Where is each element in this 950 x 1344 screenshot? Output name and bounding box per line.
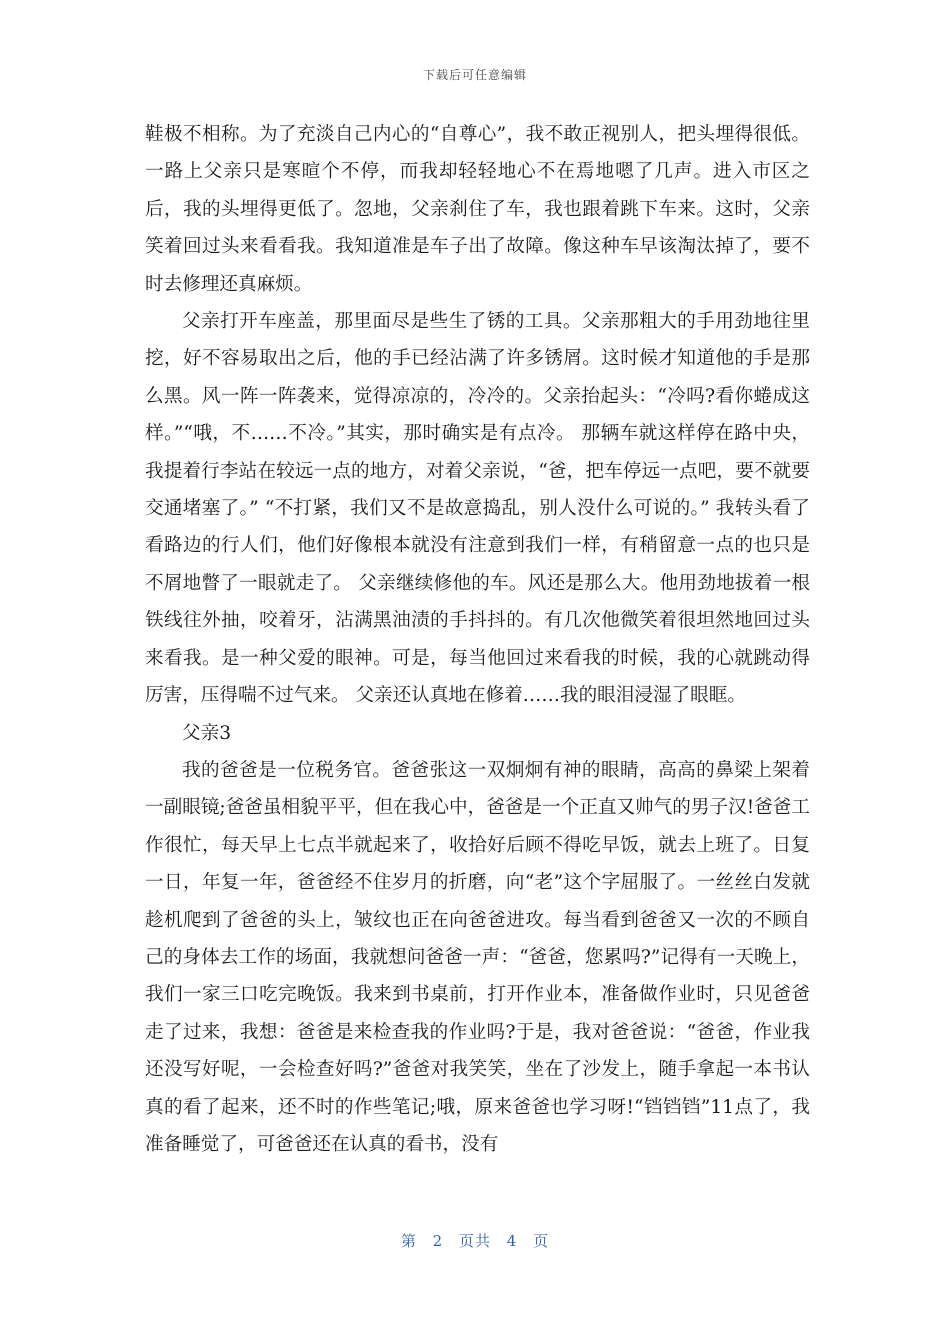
- paragraph-3: 我的爸爸是一位税务官。爸爸张这一双炯炯有神的眼睛，高高的鼻梁上架着一副眼镜;爸爸虽相貌平平，但在我心中，爸爸是一个正直又帅气的男子汉!爸爸工作很忙，每天早上七点半就起来了，收拾好后顾不得吃早饭，就去上班了。日复一日，年复一年，爸爸经不住岁月的折磨，向“老”这个字屈服了。一丝丝白发就趁机爬到了爸爸的头上，皱纹也正在向爸爸进攻。每当看到爸爸又一次的不顾自己的身体去工作的场面，我就想问爸爸一声：“爸爸，您累吗?”记得有一天晚上，我们一家三口吃完晚饭。我来到书桌前，打开作业本，准备做作业时，只见爸爸走了过来，我想：爸爸是来检查我的作业吗?于是，我对爸爸说：“爸爸，作业我还没写好呢，一会检查好吗?”爸爸对我笑笑，坐在了沙发上，随手拿起一本书认真的看了起来，还不时的作些笔记;哦，原来爸爸也学习呀!“铛铛铛”11点了，我准备睡觉了，可爸爸还在认真的看书，没有: [145, 759, 810, 1155]
- page-header: 下载后可任意编辑: [422, 68, 527, 82]
- page-footer: 第 2 页共 4 页: [400, 1232, 550, 1250]
- section-heading: 父亲3: [182, 722, 232, 744]
- paragraph-1: 鞋极不相称。为了充淡自己内心的“自尊心”，我不敢正视别人，把头埋得很低。一路上父亲只是寒暄个不停，而我却轻轻地心不在焉地嗯了几声。进入市区之后，我的头埋得更低了。忽地，父亲刹住了车，我也跟着跳下车来。这时，父亲笑着回过头来看看我。我知道准是车子出了故障。像这种车早该淘汰掉了，要不时去修理还真麻烦。: [145, 124, 810, 295]
- paragraph-2: 父亲打开车座盖，那里面尽是些生了锈的工具。父亲那粗大的手用劲地往里挖，好不容易取出之后，他的手已经沾满了许多锈屑。这时候才知道他的手是那么黑。风一阵一阵袭来，觉得凉凉的，冷冷的。父亲抬起头：“冷吗?看你蜷成这样。”“哦，不……不冷。”其实，那时确实是有点冷。 那辆车就这样停在路中央， 我提着行李站在较远一点的地方，对着父亲说，“爸，把车停远一点吧，要不就要交通堵塞了。” “不打紧，我们又不是故意捣乱，别人没什么可说的。” 我转头看了看路边的行人们，他们好像根本就没有注意到我们一样，有稍留意一点的也只是不屑地瞥了一眼就走了。 父亲继续修他的车。风还是那么大。他用劲地拔着一根铁线往外抽，咬着牙，沾满黑油渍的手抖抖的。有几次他微笑着很坦然地回过头来看我。是一种父爱的眼神。可是，每当他回过来看我的时候，我的心就跳动得厉害，压得喘不过气来。 父亲还认真地在修着……我的眼泪浸湿了眼眶。: [145, 311, 810, 707]
- document-body: [145, 116, 810, 1163]
